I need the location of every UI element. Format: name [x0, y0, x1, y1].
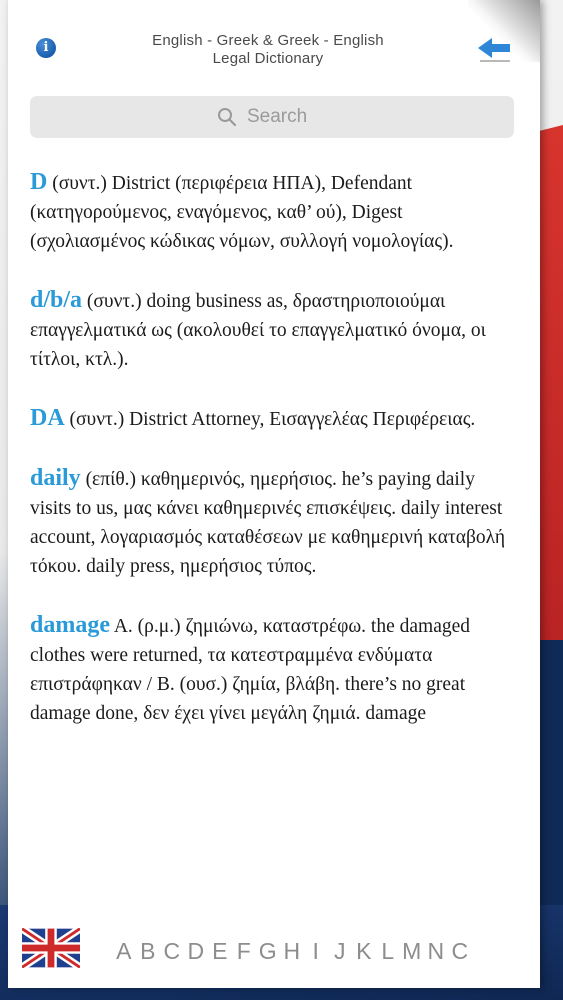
- letter-l[interactable]: L: [381, 938, 395, 964]
- entry-definition: (συντ.) District Attorney, Εισαγγελέας Περιφέρειας.: [69, 409, 476, 430]
- entry-headword: damage: [30, 612, 110, 638]
- entry-definition: (συντ.) District (περιφέρεια ΗΠΑ), Defendant (κατηγορούμενος, εναγόμενος, καθ’ ού), Digest (σχολιασμένος κώδικας νόμων, συλλογή νομολογίας).: [30, 173, 454, 252]
- dictionary-page: [8, 0, 540, 988]
- letter-j[interactable]: J: [334, 938, 346, 964]
- letter-b[interactable]: B: [140, 938, 156, 964]
- letter-c[interactable]: C: [163, 938, 181, 964]
- letter-e[interactable]: E: [212, 938, 228, 964]
- entry-list: [30, 168, 520, 758]
- letter-g[interactable]: G: [258, 938, 278, 964]
- entry-headword: D: [30, 169, 48, 195]
- entry-headword: d/b/a: [30, 287, 83, 313]
- letter-cut-off[interactable]: C: [451, 938, 469, 964]
- search-icon: [217, 107, 237, 127]
- letter-a[interactable]: A: [116, 938, 132, 964]
- entry[interactable]: [30, 611, 520, 728]
- entry[interactable]: [30, 464, 520, 581]
- entry-definition: A. (ρ.μ.) ζημιώνω, καταστρέφω. the damaged clothes were returned, τα κατεστραμμένα ενδύματα επιστράφηκαν / B. (ουσ.) ζημία, βλάβη. there’s no great damage done, δεν έχει γίνει μεγάλη ζημιά. damage: [30, 616, 471, 724]
- search-input[interactable]: [247, 106, 327, 128]
- letter-f[interactable]: F: [236, 938, 252, 964]
- search-bar[interactable]: [30, 96, 514, 138]
- back-arrow-icon[interactable]: [478, 36, 512, 64]
- entry[interactable]: [30, 286, 520, 374]
- entry-definition: (συντ.) doing business as, δραστηριοποιούμαι επαγγελματικά ως (ακολουθεί το επαγγελματικό όνομα, οι τίτλοι, κτλ.).: [30, 291, 486, 370]
- entry[interactable]: [30, 404, 520, 434]
- entry[interactable]: [30, 168, 520, 256]
- app-title-line-1: English - Greek & Greek - English: [152, 32, 384, 49]
- letter-k[interactable]: K: [356, 938, 372, 964]
- uk-flag-icon[interactable]: [22, 928, 80, 968]
- letter-i[interactable]: I: [312, 938, 320, 964]
- letter-h[interactable]: H: [283, 938, 301, 964]
- entry-headword: DA: [30, 405, 65, 431]
- letter-d[interactable]: D: [187, 938, 205, 964]
- app-title-line-2: Legal Dictionary: [212, 50, 324, 67]
- entry-definition: (επίθ.) καθημερινός, ημερήσιος. he’s paying daily visits to us, μας κάνει καθημερινές επισκέψεις. daily interest account, λογαριασμός καταθέσεων με καθημερινή καταβολή τόκου. daily press, ημερήσιος τύπος.: [30, 469, 506, 577]
- info-icon[interactable]: i: [36, 38, 56, 58]
- app-title: [88, 32, 448, 68]
- letter-m[interactable]: M: [402, 938, 422, 964]
- header: [8, 0, 540, 88]
- alphabet-index-bar: [8, 918, 540, 980]
- alphabet-letters: [112, 938, 472, 965]
- entry-headword: daily: [30, 465, 81, 491]
- letter-n[interactable]: N: [427, 938, 445, 964]
